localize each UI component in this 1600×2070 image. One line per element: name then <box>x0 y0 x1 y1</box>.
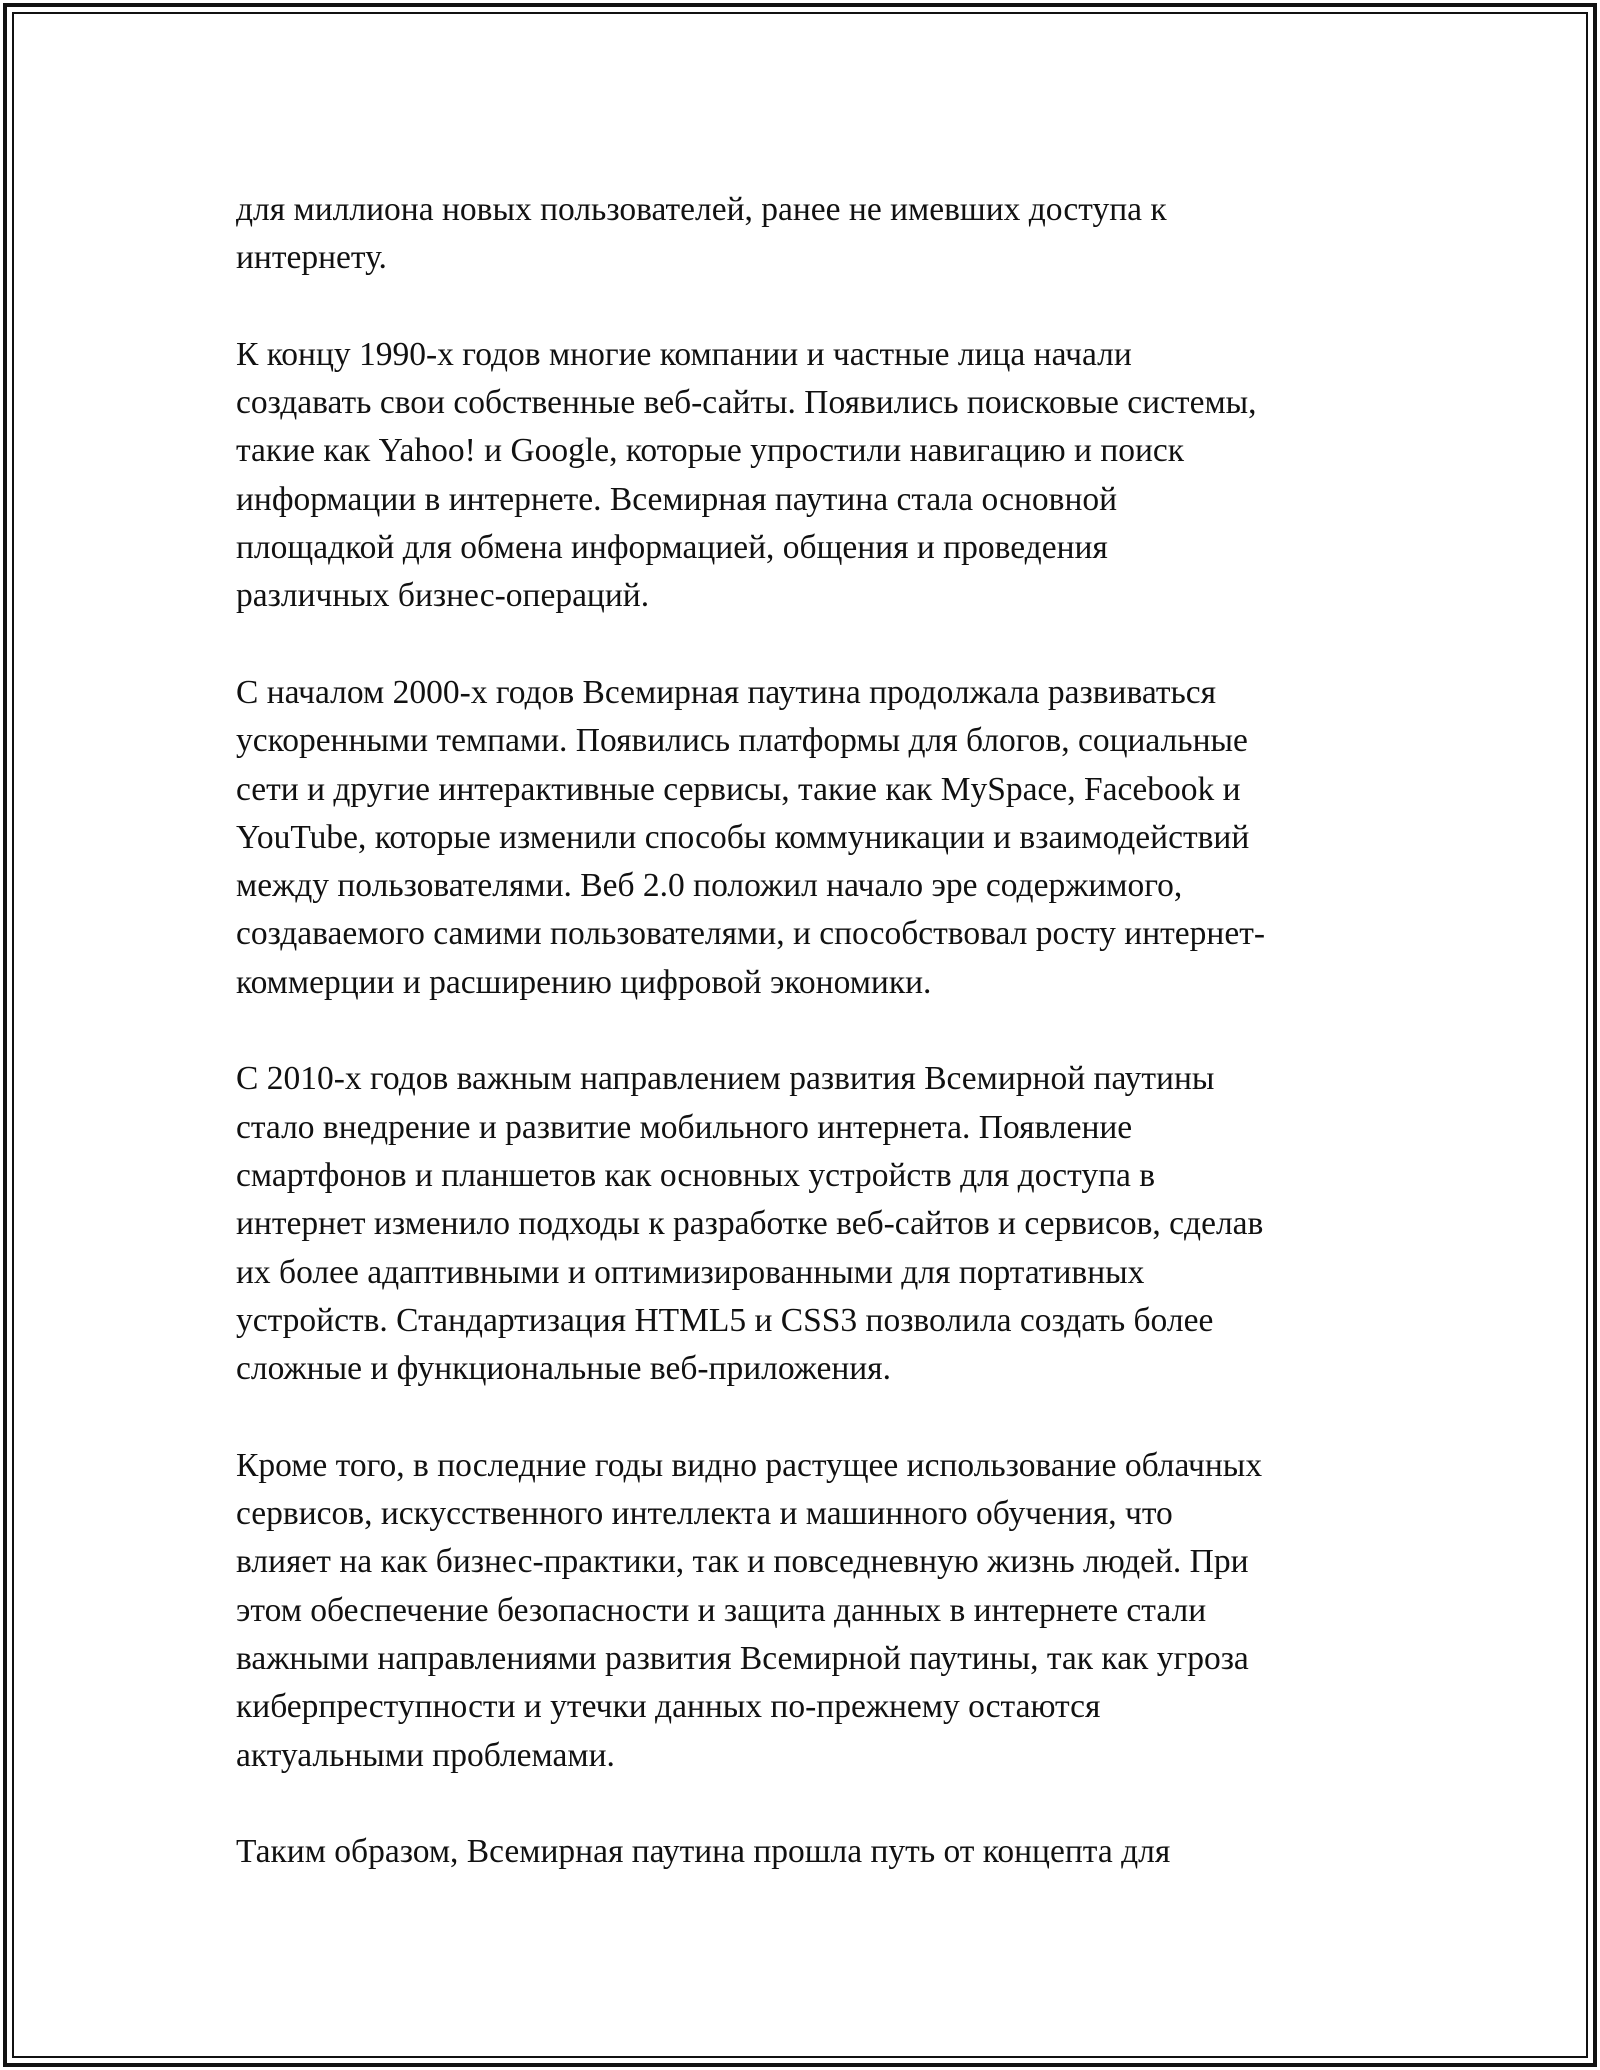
paragraph: С 2010-х годов важным направлением развития Всемирной паутины стало внедрение и развитие мобильного интернета. Появление смартфонов и планшетов как основных устройств для доступа в интернет изменило подходы к разработке веб-сайтов и сервисов, сделав их более адаптивными и оптимизированными для портативных устройств. Стандартизация HTML5 и CSS3 позволила создать более сложные и функциональные веб-приложения. <box>236 1060 1264 1388</box>
paragraph: К концу 1990-х годов многие компании и частные лица начали создавать свои собственные веб-сайты. Появились поисковые системы, такие как Yahoo! и Google, которые упростили навигацию и поиск информации в интернете. Всемирная паутина стала основной площадкой для обмена информацией, общения и проведения различных бизнес-операций. <box>236 335 1257 615</box>
document-body <box>236 186 1376 1876</box>
paragraph: Таким образом, Всемирная паутина прошла путь от концепта для <box>236 1833 1171 1871</box>
paragraph: для миллиона новых пользователей, ранее не имевших доступа к интернету. <box>236 191 1167 277</box>
paragraph: Кроме того, в последние годы видно растущее использование облачных сервисов, искусственного интеллекта и машинного обучения, что влияет на как бизнес-практики, так и повседневную жизнь людей. При этом обеспечение безопасности и защита данных в интернете стали важными направлениями развития Всемирной паутины, так как угроза киберпреступности и утечки данных по-прежнему остаются актуальными проблемами. <box>236 1446 1263 1774</box>
paragraph: С началом 2000-х годов Всемирная паутина продолжала развиваться ускоренными темпами. Появились платформы для блогов, социальные сети и другие интерактивные сервисы, такие как MySpace, Facebook и YouTube, которые изменили способы коммуникации и взаимодействий между пользователями. Веб 2.0 положил начало эре содержимого, создаваемого самими пользователями, и способствовал росту интернет- коммерции и расширению цифровой экономики. <box>236 673 1265 1001</box>
